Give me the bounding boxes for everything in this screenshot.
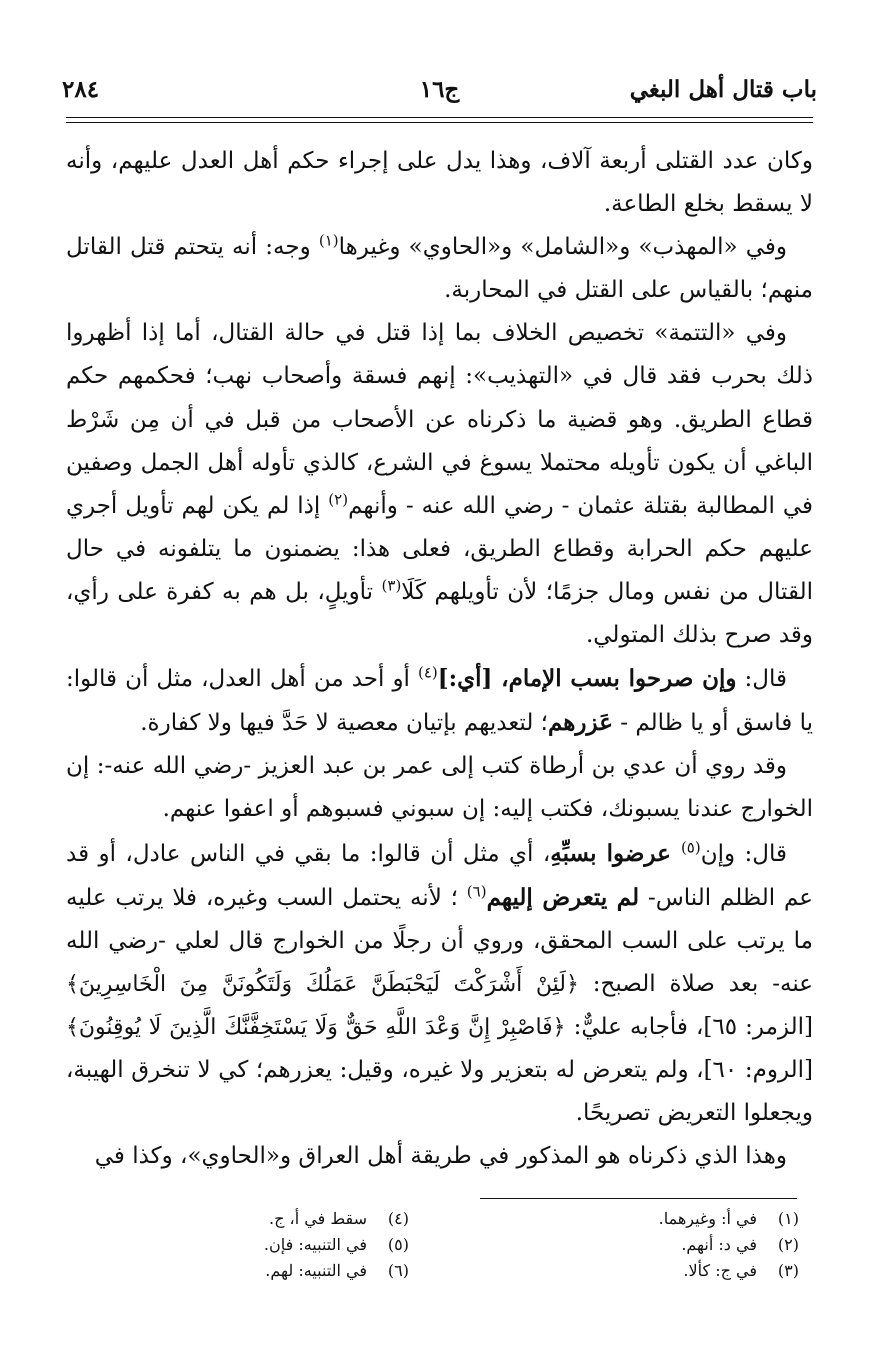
paragraph-7: وهذا الذي ذكرناه هو المذكور في طريقة أهل العراق و«الحاوي»، وكذا في bbox=[94, 1143, 787, 1170]
running-header bbox=[62, 72, 817, 112]
footnote-5: (٥)في التنبيه: فإن. bbox=[263, 1235, 409, 1254]
quran-verse-1: ﴿لَئِنْ أَشْرَكْتَ لَيَحْبَطَنَّ عَمَلُكَ وَلَتَكُونَنَّ مِنَ الْخَاسِرِينَ﴾ bbox=[66, 971, 579, 997]
header-rule-top bbox=[66, 117, 813, 118]
paragraph-2: وفي «المهذب» و«الشامل» و«الحاوي» وغيرها$^{(١)}$ وجه: أنه يتحتم قتل القاتل منهم؛ بالقياس على القتل في المحاربة. bbox=[66, 231, 813, 304]
footnote-ref-2: (٢) bbox=[328, 490, 349, 509]
matn-text: لم يتعرض إليهم bbox=[486, 883, 640, 911]
paragraph-1: وكان عدد القتلى أربعة آلاف، وهذا يدل على إجراء حكم أهل العدل عليهم، وأنه لا يسقط بخلع الطاعة. bbox=[66, 148, 813, 218]
page-number: ٢٨٤ bbox=[62, 76, 100, 103]
footnote-1: (١)في أ: وغيرهما. bbox=[658, 1209, 799, 1228]
footnotes-column-right bbox=[469, 1206, 799, 1284]
matn-text: عرضوا بسبِّهِ bbox=[550, 839, 681, 867]
footnote-2: (٢)في د: أنهم. bbox=[681, 1235, 799, 1254]
footnote-3: (٣)في ج: كألا. bbox=[683, 1261, 799, 1280]
paragraph-4: قال: وإن صرحوا بسب الإمام، [أي:]$^{(٤)}$ أو أحد من أهل العدل، مثل أن قالوا: يا فاسق أو يا ظالم - عَزرهم؛ لتعديهم بإتيان معصية لا حَدَّ فيها ولا كفارة. bbox=[66, 663, 813, 737]
paragraph-5: وقد روي أن عدي بن أرطاة كتب إلى عمر بن عبد العزيز -رضي الله عنه-: إن الخوارج عندنا يسبونك، فكتب إليه: إن سبوني فسبوهم أو اعفوا عنهم. bbox=[66, 753, 813, 823]
paragraph-3: وفي «التتمة» تخصيص الخلاف بما إذا قتل في حالة القتال، أما إذا أظهروا ذلك بحرب فقد قال في «التهذيب»: إنهم فسقة وأصحاب نهب؛ فحكمهم حكم قطاع الطريق. وهو قضية ما ذكرناه عن الأصحاب من قبل في أن مِن شَرْط الباغي أن يكون تأويله محتملا يسوغ في الشرع، كالذي تأوله أهل الجمل وصفين في المطالبة بقتلة عثمان - رضي الله عنه - وأنهم$^{(٢)}$ إذا لم يكن لهم تأويل أجري عليهم حكم الحرابة وقطاع الطريق، فعلى هذا: يضمنون ما يتلفونه في حال القتال من نفس ومال جزمًا؛ لأن تأويلهم كَلَا$^{(٣)}$ تأويلٍ، بل هم به كفرة على رأي، وقد صرح بذلك المتولي. bbox=[66, 320, 814, 649]
footnote-ref-5: (٥) bbox=[680, 837, 701, 856]
matn-text: عَزرهم bbox=[547, 709, 613, 737]
footnote-4: (٤)سقط في أ، ج. bbox=[269, 1209, 409, 1228]
footnote-ref-1: (١) bbox=[318, 231, 339, 250]
paragraph-6: قال: وإن$^{(٥)}$ عرضوا بسبِّهِ، أي مثل أن قالوا: ما بقي في الناس عادل، أو قد عم الظلم الناس- لم يتعرض إليهم$^{(٦)}$ ؛ لأنه يحتمل السب وغيره، فلا يرتب عليه ما يرتب على السب المحقق، وروي أن رجلًا من الخوارج قال لعلي -رضي الله عنه- بعد صلاة الصبح: ﴿لَئِنْ أَشْرَكْتَ لَيَحْبَطَنَّ عَمَلُكَ وَلَتَكُونَنَّ مِنَ الْخَاسِرِينَ﴾ [الزمر: ٦٥]، فأجابه عليٌّ: ﴿فَاصْبِرْ إِنَّ وَعْدَ اللَّهِ حَقٌّ وَلَا يَسْتَخِفَّنَّكَ الَّذِينَ لَا يُوقِنُونَ﴾ [الروم: ٦٠]، ولم يتعرض له بتعزير ولا غيره، وقيل: يعزرهم؛ كي لا تنخرق الهيبة، ويجعلوا التعريض تصريحًا. bbox=[66, 837, 814, 1127]
footnote-separator bbox=[480, 1198, 797, 1199]
header-rule-bottom bbox=[66, 122, 813, 123]
main-text bbox=[66, 140, 813, 1178]
footnote-6: (٦)في التنبيه: لهم. bbox=[265, 1261, 409, 1280]
footnote-ref-4: (٤) bbox=[418, 663, 438, 682]
footnote-ref-3: (٣) bbox=[381, 576, 402, 595]
volume-label: ج١٦ bbox=[419, 76, 460, 103]
footnote-ref-6: (٦) bbox=[466, 881, 487, 900]
footnotes-column-left bbox=[79, 1206, 409, 1284]
matn-text: وإن صرحوا بسب الإمام، [أي:] bbox=[437, 665, 737, 693]
chapter-title: باب قتال أهل البغي bbox=[629, 76, 817, 103]
quran-verse-2: ﴿فَاصْبِرْ إِنَّ وَعْدَ اللَّهِ حَقٌّ وَلَا يَسْتَخِفَّنَّكَ الَّذِينَ لَا يُوقِنُونَ﴾ bbox=[66, 1014, 566, 1040]
